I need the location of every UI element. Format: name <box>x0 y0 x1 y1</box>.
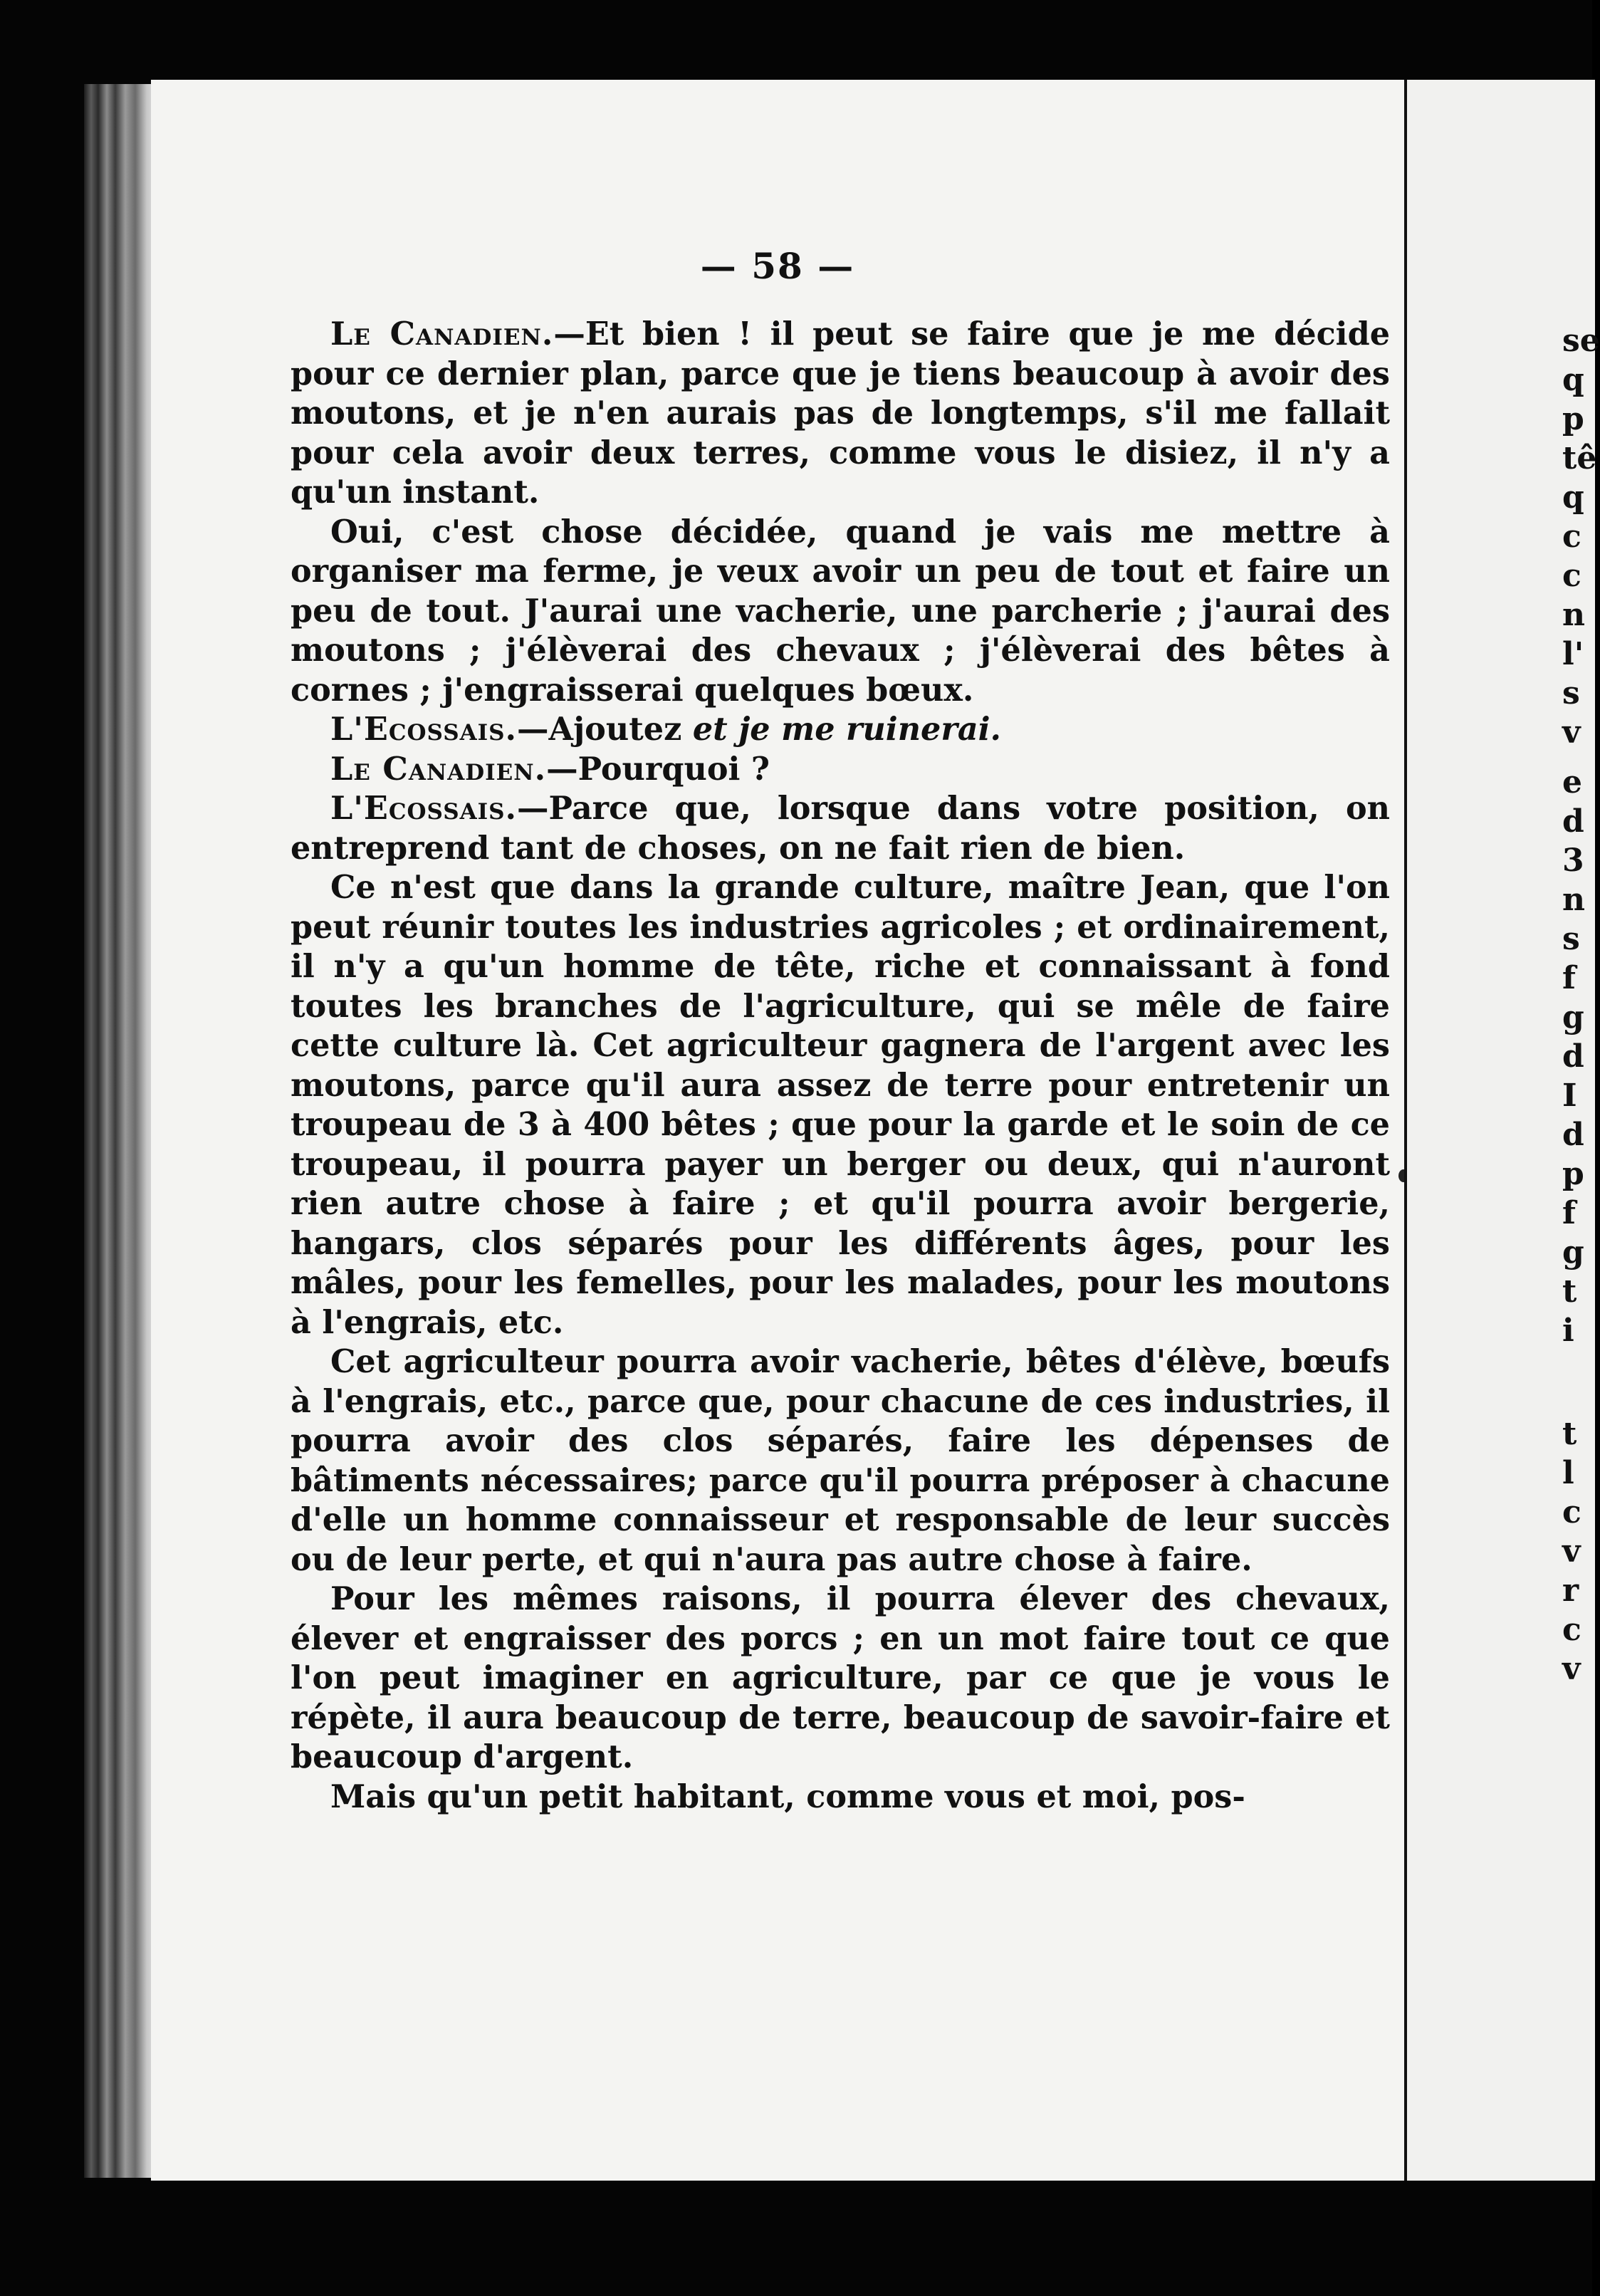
facing-page-fragment: d <box>1562 1117 1584 1153</box>
facing-page-fragment: c <box>1562 558 1581 594</box>
paragraph-text: Oui, c'est chose décidée, quand je vais me mettre à organiser ma ferme, je veux avoir un peu de tout et faire un peu de tout. J'aurai une vacherie, une parcherie ; j'aurai des moutons ; j'élèverai des chevaux ; j'élèverai des bêtes à cornes ; j'engraisserai quelques bœux. <box>291 513 1390 709</box>
facing-page-fragment: v <box>1562 714 1581 751</box>
facing-page-fragment: g <box>1562 1234 1584 1270</box>
facing-page-fragment: i <box>1562 1313 1574 1349</box>
facing-page-fragment: t <box>1562 1416 1577 1452</box>
facing-page-fragment: c <box>1562 1494 1581 1530</box>
speaker-name: Le Canadien. <box>330 315 554 353</box>
facing-page-fragment: d <box>1562 803 1584 840</box>
paragraph-text: Mais qu'un petit habitant, comme vous et moi, pos- <box>330 1778 1245 1815</box>
facing-page-fragment: s <box>1562 675 1580 711</box>
paragraph <box>291 750 1390 790</box>
facing-page-fragment: d <box>1562 1038 1584 1075</box>
book-page <box>151 80 1404 2181</box>
paragraph-text: —Parce que, lorsque dans votre position, on entreprend tant de choses, on ne fait rien de bien. <box>291 790 1390 867</box>
facing-page-fragment: v <box>1562 1651 1581 1687</box>
speaker-name: L'Ecossais. <box>330 790 518 827</box>
paragraph <box>291 710 1390 750</box>
paragraph <box>291 1342 1390 1580</box>
speaker-name: L'Ecossais. <box>330 711 518 748</box>
paragraph <box>291 789 1390 868</box>
italic-phrase: et je me ruinerai. <box>692 711 1002 748</box>
paragraph-text: Pour les mêmes raisons, il pourra élever des chevaux, élever et engraisser des porcs ; en un mot faire tout ce que l'on peut imaginer en agriculture, par ce que je vous le répète, il aura beaucoup de terre, beaucoup de savoir-faire et beaucoup d'argent. <box>291 1580 1390 1775</box>
speaker-name: Le Canadien. <box>330 750 547 788</box>
facing-page-fragment: r <box>1562 1572 1579 1609</box>
paragraph-text: —Pourquoi ? <box>546 750 770 788</box>
facing-page-fragment: 3 <box>1562 842 1584 879</box>
page-number: — 58 — <box>700 245 855 287</box>
facing-page-fragment: p <box>1562 1156 1584 1192</box>
facing-page-fragment: q <box>1562 479 1584 516</box>
paragraph <box>291 315 1390 513</box>
facing-page-fragment: n <box>1562 882 1585 918</box>
facing-page-fragment: tê <box>1562 440 1597 476</box>
facing-page-fragment: l' <box>1562 636 1584 672</box>
paragraph <box>291 868 1390 1342</box>
facing-page-fragment: v <box>1562 1533 1581 1570</box>
paragraph-text: —Et bien ! il peut se faire que je me décide pour ce dernier plan, parce que je tiens beaucoup à avoir des moutons, et je n'en aurais pas de longtemps, s'il me fallait pour cela avoir deux terres, comme vous le disiez, il n'y a qu'un instant. <box>291 315 1391 511</box>
paragraph-text: —Ajoutez <box>517 711 693 748</box>
facing-page-fragment: I <box>1562 1077 1577 1114</box>
facing-page <box>1404 80 1600 2181</box>
facing-page-fragment: p <box>1562 401 1584 437</box>
facing-page-fragment: s <box>1562 921 1580 957</box>
facing-page-fragment: se <box>1562 323 1600 359</box>
paragraph <box>291 1580 1390 1778</box>
paragraph <box>291 1778 1390 1817</box>
facing-page-fragment: f <box>1562 1195 1576 1231</box>
paragraph <box>291 513 1390 711</box>
paragraph-text: Cet agriculteur pourra avoir vacherie, bêtes d'élève, bœufs à l'engrais, etc., parce que, pour chacune de ces industries, il pourra avoir des clos séparés, faire les dépenses de bâtiments nécessaires; parce qu'il pourra préposer à chacune d'elle un homme connaisseur et responsable de leur succès ou de leur perte, et qui n'aura pas autre chose à faire. <box>291 1343 1390 1578</box>
facing-page-fragment: n <box>1562 597 1585 633</box>
facing-page-fragment: f <box>1562 960 1576 996</box>
facing-page-fragment: l <box>1562 1455 1574 1491</box>
facing-page-fragment: c <box>1562 518 1581 555</box>
paragraph-text: Ce n'est que dans la grande culture, maître Jean, que l'on peut réunir toutes les industries agricoles ; et ordinairement, il n'y a qu'un homme de tête, riche et connaissant à fond toutes les branches de l'agriculture, qui se mêle de faire cette culture là. Cet agriculteur gagnera de l'argent avec les moutons, parce qu'il aura assez de terre pour entretenir un troupeau de 3 à 400 bêtes ; que pour la garde et le soin de ce troupeau, il pourra payer un berger ou deux, qui n'auront rien autre chose à faire ; et qu'il pourra avoir bergerie, hangars, clos séparés pour les différents âges, pour les mâles, pour les femelles, pour les malades, pour les moutons à l'engrais, etc. <box>291 869 1390 1341</box>
facing-page-fragment: t <box>1562 1273 1577 1310</box>
page-text <box>291 315 1390 1817</box>
facing-page-fragment: g <box>1562 999 1584 1035</box>
facing-page-fragment: e <box>1562 764 1582 800</box>
facing-page-fragment: c <box>1562 1612 1581 1648</box>
book-spine-edge <box>84 84 155 2178</box>
facing-page-fragment: q <box>1562 362 1584 398</box>
